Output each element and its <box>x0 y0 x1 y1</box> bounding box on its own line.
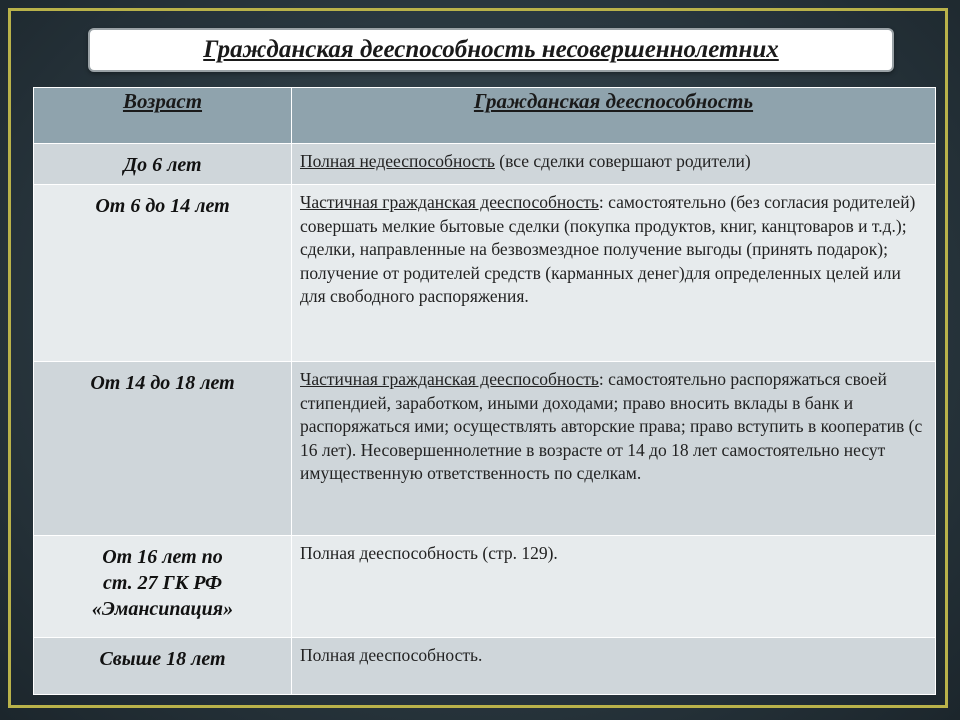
capacity-cell <box>292 185 936 362</box>
age-cell: До 6 лет <box>34 144 292 185</box>
header-age: Возраст <box>34 88 292 144</box>
capacity-term: Частичная гражданская дееспособность <box>300 369 599 389</box>
age-cell: От 6 до 14 лет <box>34 185 292 362</box>
capacity-text: : самостоятельно (без согласия родителей) совершать мелкие бытовые сделки (покупка продуктов, книг, канцтоваров и т.д.); сделки, направленные на безвозмездное получение выгоды (принять подарок); получение от родителей средств (карманных денег)для определенных целей или для свободного распоряжения. <box>300 192 916 306</box>
header-capacity: Гражданская дееспособность <box>292 88 936 144</box>
table-header-row <box>34 88 936 144</box>
capacity-term: Полная недееспособность <box>300 151 495 171</box>
age-cell: От 14 до 18 лет <box>34 362 292 536</box>
table-row <box>34 638 936 695</box>
capacity-cell <box>292 362 936 536</box>
table-row <box>34 144 936 185</box>
age-line: ст. 27 ГК РФ <box>102 572 222 594</box>
age-capacity-table <box>33 87 936 695</box>
age-line: «Эмансипация» <box>91 598 234 620</box>
age-cell <box>34 536 292 638</box>
slide-title: Гражданская дееспособность несовершеннолетних <box>203 36 779 63</box>
title-box <box>88 28 894 72</box>
capacity-cell <box>292 144 936 185</box>
table-row <box>34 536 936 638</box>
age-line: От 16 лет по <box>102 546 223 568</box>
capacity-text: (все сделки совершают родители) <box>494 151 751 171</box>
capacity-cell <box>292 638 936 695</box>
capacity-text: Полная дееспособность (стр. 129). <box>300 543 558 563</box>
age-cell: Свыше 18 лет <box>34 638 292 695</box>
table-row <box>34 362 936 536</box>
capacity-text: : самостоятельно распоряжаться своей стипендией, заработком, иными доходами; право вносить вклады в банк и распоряжаться ими; осуществлять авторские права; право вступить в кооператив (с 16 лет). Несовершеннолетние в возрасте от 14 до 18 лет самостоятельно несут имущественную ответственность по сделкам. <box>300 369 923 483</box>
capacity-term: Частичная гражданская дееспособность <box>300 192 599 212</box>
capacity-cell <box>292 536 936 638</box>
table-row <box>34 185 936 362</box>
capacity-text: Полная дееспособность. <box>300 645 483 665</box>
